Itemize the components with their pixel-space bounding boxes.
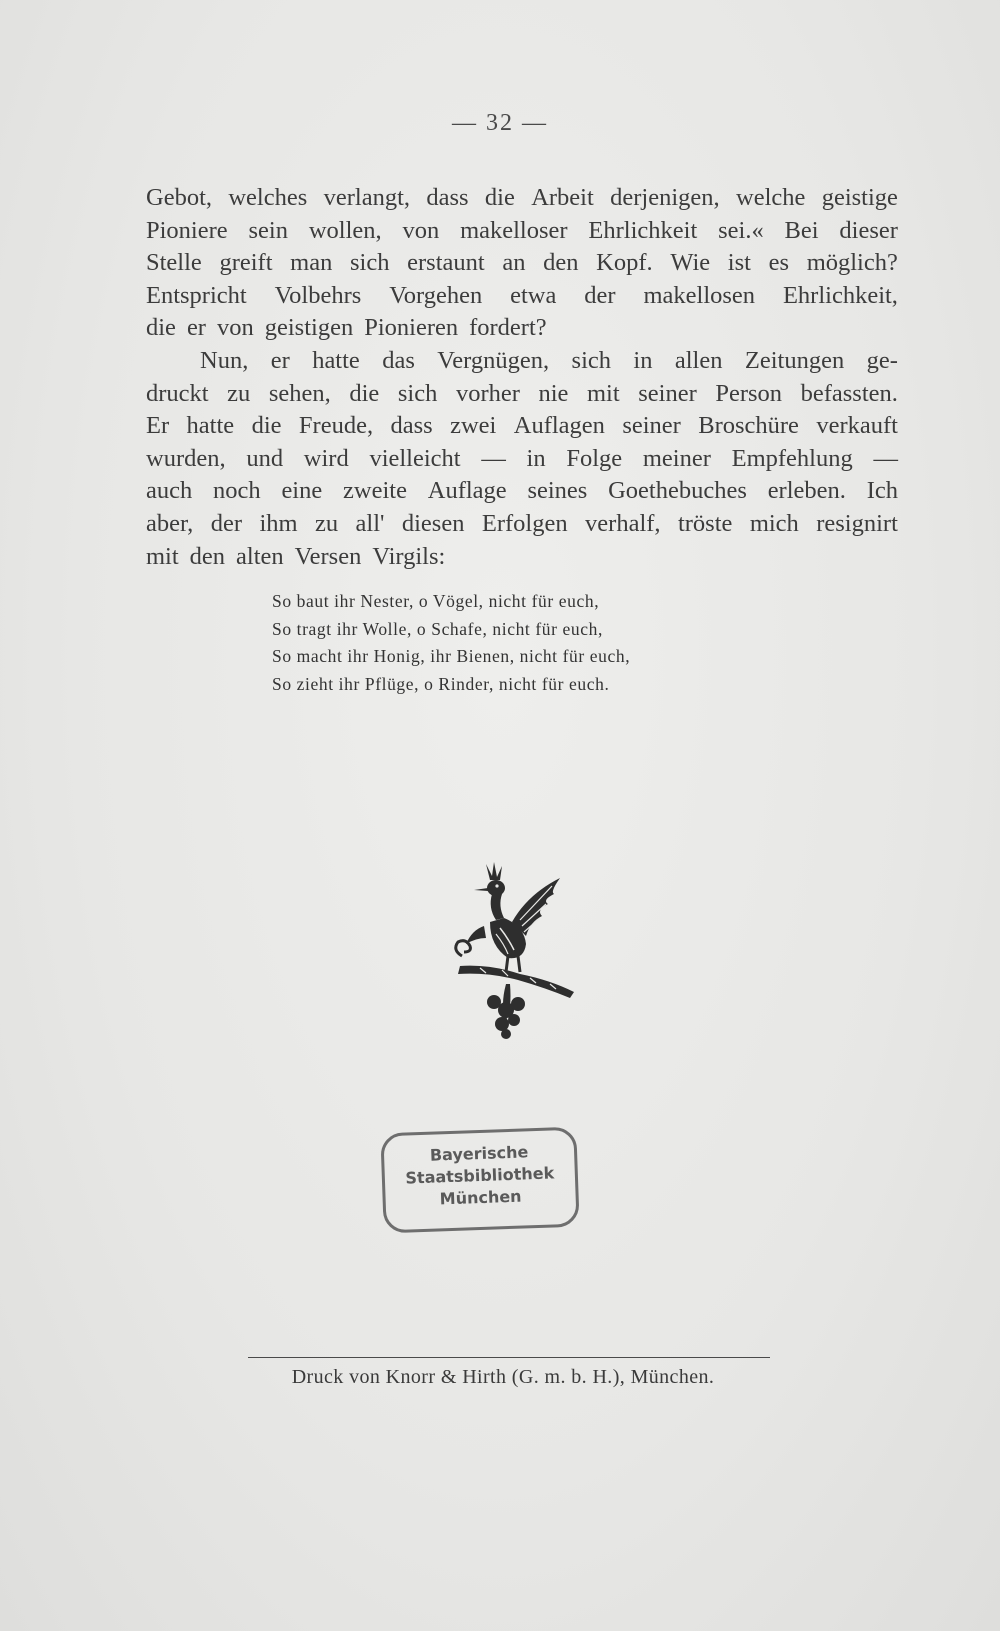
text-word: Ich bbox=[866, 477, 898, 505]
text-word: seiner bbox=[622, 412, 681, 440]
text-word: sehen, bbox=[268, 379, 331, 407]
text-word: der bbox=[584, 281, 616, 309]
text-word: Auflage bbox=[427, 477, 507, 505]
text-word: den bbox=[543, 249, 579, 277]
text-word: welches bbox=[228, 184, 308, 211]
text-word: mit bbox=[146, 542, 179, 570]
text-word: auch bbox=[146, 477, 193, 505]
text-word: Pioniere bbox=[146, 216, 228, 244]
text-line bbox=[146, 508, 898, 541]
library-stamp bbox=[380, 1127, 579, 1234]
text-word: Goethebuches bbox=[608, 477, 747, 505]
text-word: meiner bbox=[642, 444, 711, 472]
text-word: in bbox=[526, 444, 546, 472]
text-word: Stelle bbox=[146, 249, 202, 277]
text-word: Volbehrs bbox=[274, 281, 362, 309]
text-word: seiner bbox=[638, 379, 697, 407]
text-word: wurden, bbox=[146, 444, 226, 472]
text-word: — bbox=[873, 444, 898, 472]
text-word: Wie bbox=[670, 249, 711, 277]
text-word: Gebot, bbox=[146, 184, 212, 211]
text-word: das bbox=[382, 346, 415, 374]
text-word: verkauft bbox=[816, 412, 898, 440]
text-word: Person bbox=[715, 379, 783, 407]
verse-quotation bbox=[272, 588, 630, 698]
text-word: der bbox=[210, 509, 243, 537]
text-word: wollen, bbox=[308, 216, 382, 244]
text-word: vielleicht bbox=[369, 444, 461, 472]
text-word: an bbox=[502, 249, 526, 277]
text-word: wird bbox=[303, 444, 349, 472]
text-word: Versen bbox=[294, 542, 362, 570]
text-word: nie bbox=[538, 379, 569, 407]
text-line bbox=[146, 541, 898, 574]
text-word: dass bbox=[390, 412, 433, 440]
text-word: Freude, bbox=[298, 412, 374, 440]
text-word: Vergnügen, bbox=[437, 346, 550, 374]
text-line bbox=[146, 215, 898, 248]
imprint-divider bbox=[248, 1357, 770, 1358]
text-word: eine bbox=[281, 477, 323, 505]
text-word: die bbox=[146, 314, 176, 342]
text-word: all' bbox=[355, 509, 385, 537]
verse-line: So tragt ihr Wolle, o Schafe, nicht für euch, bbox=[272, 618, 603, 639]
text-word: möglich? bbox=[806, 249, 898, 277]
text-word: mich bbox=[749, 509, 799, 537]
text-word: makelloser bbox=[460, 216, 568, 244]
text-word: noch bbox=[213, 477, 261, 505]
verse-line: So zieht ihr Pflüge, o Rinder, nicht für euch. bbox=[272, 673, 610, 694]
text-word: man bbox=[290, 249, 333, 277]
text-word: Auflagen bbox=[513, 412, 605, 440]
text-word: mit bbox=[586, 379, 620, 407]
text-word: erstaunt bbox=[407, 249, 485, 277]
text-word: Empfehlung bbox=[731, 444, 853, 472]
text-word: die bbox=[484, 184, 515, 211]
text-word: dieser bbox=[839, 216, 898, 244]
text-line bbox=[146, 280, 898, 313]
text-word: hatte bbox=[312, 346, 360, 374]
text-word: vorher bbox=[455, 379, 520, 407]
text-word: diesen bbox=[401, 509, 465, 537]
text-line bbox=[146, 443, 898, 476]
text-line bbox=[146, 312, 898, 345]
text-word: Kopf. bbox=[596, 249, 653, 277]
verse-line: So macht ihr Honig, ihr Bienen, nicht für euch, bbox=[272, 646, 631, 666]
text-word: ist bbox=[727, 249, 751, 277]
text-word: derjenigen, bbox=[610, 184, 720, 211]
text-word: zwei bbox=[450, 412, 497, 440]
text-word: er bbox=[270, 346, 290, 374]
text-line bbox=[146, 182, 898, 215]
text-word: ge- bbox=[866, 346, 898, 374]
page-number: — 32 — bbox=[452, 110, 548, 136]
text-word: Vorgehen bbox=[389, 281, 483, 309]
text-word: resignirt bbox=[816, 509, 898, 537]
stamp-line: Staatsbibliothek bbox=[405, 1163, 555, 1188]
text-word: er bbox=[186, 314, 206, 342]
stamp-line: Bayerische bbox=[429, 1142, 529, 1165]
text-word: ihm bbox=[259, 509, 298, 537]
text-word: welche bbox=[736, 184, 806, 211]
text-word: in bbox=[633, 346, 653, 374]
text-word: sein bbox=[248, 216, 288, 244]
text-word: hatte bbox=[186, 412, 235, 440]
text-word: allen bbox=[674, 346, 723, 374]
text-word: fordert? bbox=[469, 314, 547, 342]
text-word: alten bbox=[236, 542, 284, 570]
text-word: zweite bbox=[343, 477, 407, 505]
text-line bbox=[146, 378, 898, 411]
text-word: Er bbox=[146, 412, 170, 440]
text-word: aber, bbox=[146, 509, 194, 537]
text-line bbox=[146, 475, 898, 508]
text-word: geistige bbox=[821, 184, 898, 211]
text-word: Bei bbox=[784, 216, 819, 244]
text-word: druckt bbox=[146, 379, 209, 407]
text-word: Entspricht bbox=[146, 281, 247, 309]
stamp-line: München bbox=[439, 1186, 522, 1209]
text-word: greift bbox=[219, 249, 273, 277]
bird-on-branch-printer-mark-icon bbox=[450, 860, 590, 1040]
text-word: Broschüre bbox=[698, 412, 799, 440]
text-word: zu bbox=[315, 509, 339, 537]
text-word: makellosen bbox=[643, 281, 756, 309]
text-word: Folge bbox=[566, 444, 623, 472]
text-word: Erfolgen bbox=[481, 509, 568, 537]
text-word: von bbox=[402, 216, 440, 244]
text-line bbox=[146, 345, 898, 378]
text-word: verlangt, bbox=[323, 184, 411, 211]
text-line bbox=[146, 410, 898, 443]
text-word: zu bbox=[227, 379, 251, 407]
text-word: sich bbox=[350, 249, 390, 277]
text-word: seines bbox=[527, 477, 588, 505]
text-word: Ehrlichkeit, bbox=[782, 281, 898, 309]
text-word: die bbox=[251, 412, 282, 440]
text-word: Nun, bbox=[200, 346, 249, 374]
text-word: sich bbox=[397, 379, 438, 407]
text-line bbox=[146, 247, 898, 280]
text-word: verhalf, bbox=[585, 509, 661, 537]
text-word: dass bbox=[426, 184, 469, 211]
text-word: von bbox=[216, 314, 254, 342]
text-word: Arbeit bbox=[531, 184, 594, 211]
text-word: die bbox=[349, 379, 380, 407]
text-word: Pionieren bbox=[364, 314, 459, 342]
text-word: es bbox=[768, 249, 790, 277]
text-word: Zeitungen bbox=[744, 346, 845, 374]
body-text bbox=[146, 182, 898, 573]
text-word: erleben. bbox=[767, 477, 846, 505]
text-word: tröste bbox=[677, 509, 733, 537]
emblem-graphic bbox=[450, 860, 590, 1040]
verse-line: So baut ihr Nester, o Vögel, nicht für euch, bbox=[272, 591, 600, 611]
text-word: den bbox=[189, 542, 226, 570]
text-word: — bbox=[481, 444, 506, 472]
text-word: etwa bbox=[510, 281, 557, 309]
text-word: Virgils: bbox=[372, 542, 446, 570]
text-word: sich bbox=[571, 346, 611, 374]
printer-imprint: Druck von Knorr & Hirth (G. m. b. H.), München. bbox=[291, 1366, 715, 1388]
text-word: geistigen bbox=[264, 314, 354, 342]
text-word: Ehrlichkeit bbox=[588, 216, 698, 244]
text-word: sei.« bbox=[718, 216, 764, 244]
text-word: und bbox=[246, 444, 284, 472]
text-word: befassten. bbox=[800, 379, 898, 407]
